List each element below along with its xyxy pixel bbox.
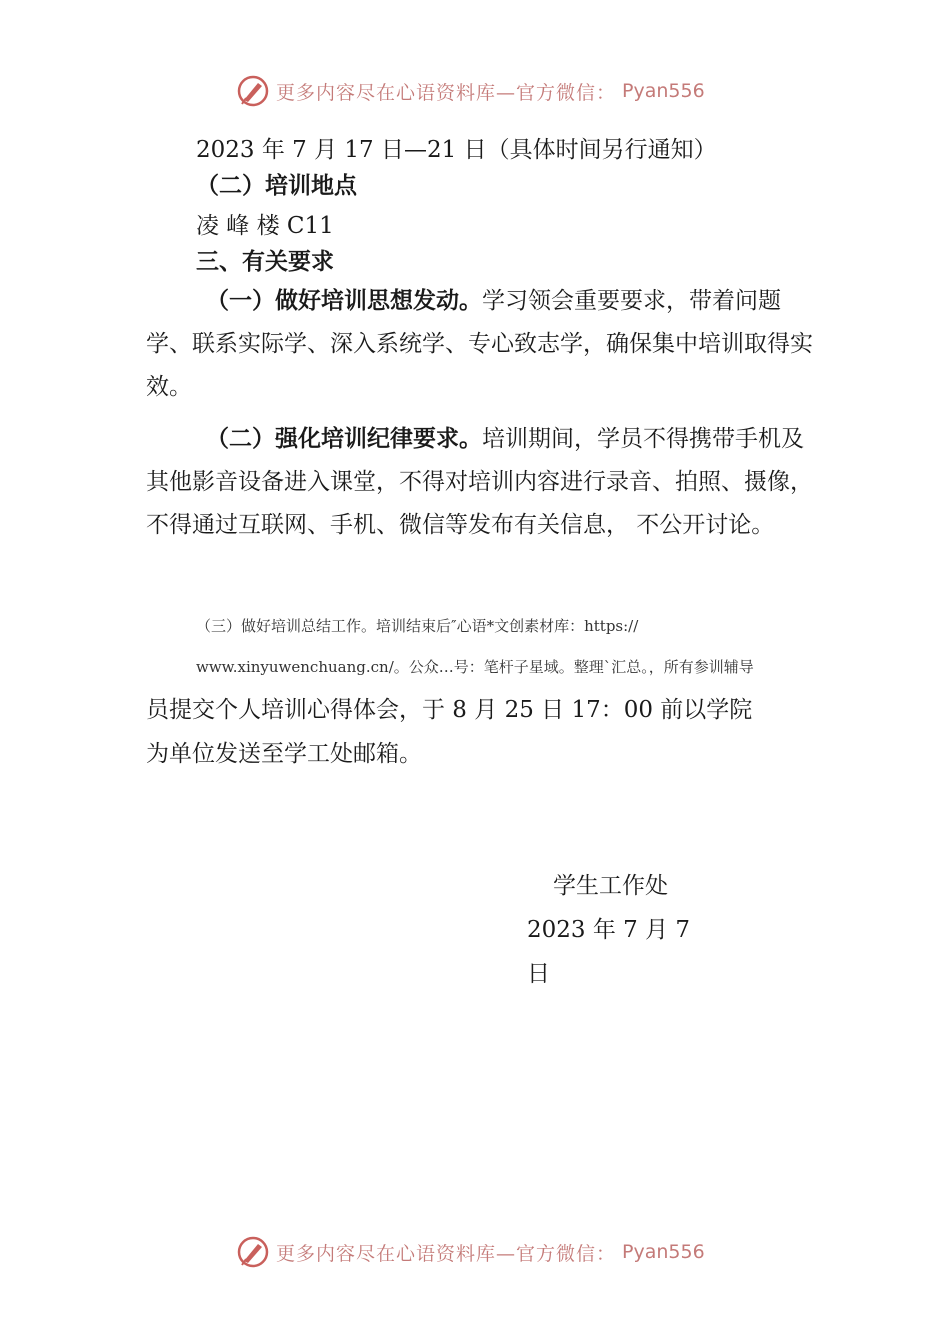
training-location: 凌 峰 楼 C11 [196, 213, 334, 239]
requirement-1-body: 学习领会重要要求，带着问题学、联系实际学、深入系统学、专心致志学，确保集中培训取得实效。 [146, 288, 813, 400]
banner-text: 更多内容尽在心语资料库—官方微信： [276, 81, 617, 104]
banner-wechat-id: Pyan556 [622, 80, 705, 102]
requirement-3-line4: 为单位发送至学工处邮箱。 [146, 741, 422, 767]
requirement-1 [146, 280, 816, 409]
requirement-3-line2: www.xinyuwenchuang.cn/。公众…号：笔杆子星域。整理`汇总。，所有参训辅导 [196, 658, 754, 676]
top-banner [236, 74, 705, 108]
requirement-3-line3: 员提交个人培训心得体会，于 8 月 25 日 17：00 前以学院 [146, 697, 753, 723]
banner-text: 更多内容尽在心语资料库—官方微信： [276, 1242, 617, 1265]
requirement-2-body: 培训期间，学员不得携带手机及其他影音设备进入课堂，不得对培训内容进行录音、拍照、摄像，不得通过互联网、手机、微信等发布有关信息， 不公开讨论。 [146, 426, 813, 538]
pen-logo-icon [236, 74, 270, 108]
pen-logo-icon [236, 1235, 270, 1269]
requirement-1-title: （一）做好培训思想发动。 [206, 288, 482, 314]
heading-requirements: 三、有关要求 [196, 249, 334, 275]
signature-org: 学生工作处 [553, 873, 668, 899]
requirement-2 [146, 418, 816, 547]
signature-date-day: 日 [527, 961, 550, 987]
banner-wechat-id: Pyan556 [622, 1241, 705, 1263]
bottom-banner [236, 1235, 705, 1269]
requirement-2-title: （二）强化培训纪律要求。 [206, 426, 482, 452]
heading-location: （二）培训地点 [196, 173, 357, 199]
signature-date: 2023 年 7 月 7 [527, 917, 691, 943]
training-date-range: 2023 年 7 月 17 日—21 日（具体时间另行通知） [196, 137, 717, 163]
requirement-3-line1: （三）做好培训总结工作。培训结束后″心语*文创素材库：https:// [196, 617, 639, 635]
